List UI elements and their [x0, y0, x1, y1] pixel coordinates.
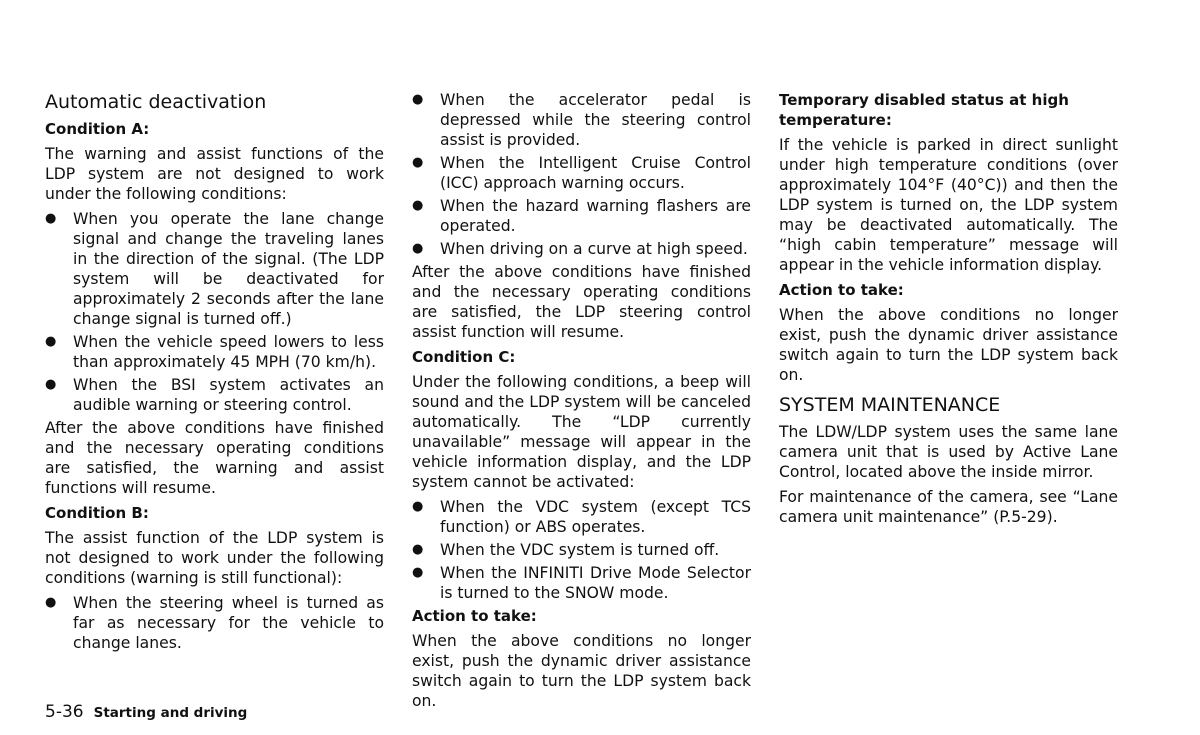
list-item: ● When you operate the lane change signal and change the traveling lanes in the direction of the signal. (The LDP system will be deactivated for approximately 2 seconds after the lane change signal is turned off.) — [45, 210, 384, 328]
temperature-status-text: If the vehicle is parked in direct sunlight under high temperature conditions (over approximately 104°F (40°C)) and then the LDP system is turned on, the LDP system may be deactivated automatically. The “high cabin temperature” message will appear in the vehicle information display. — [779, 136, 1118, 274]
section-heading-automatic-deactivation: Automatic deactivation — [45, 91, 267, 113]
temperature-status-title: Temporary disabled status at high temperature: — [779, 91, 1069, 129]
bullet-icon: ● — [45, 377, 57, 392]
condition-b-intro: The assist function of the LDP system is not designed to work under the following conditions (warning is still functional): — [45, 529, 384, 587]
bullet-icon: ● — [45, 334, 57, 349]
bullet-icon: ● — [412, 542, 424, 557]
maintenance-reference-text: For maintenance of the camera, see “Lane camera unit maintenance” (P.5-29). — [779, 488, 1118, 526]
list-item: ● When the BSI system activates an audible warning or steering control. — [45, 376, 384, 414]
action-text: When the above conditions no longer exist, push the dynamic driver assistance switch again to turn the LDP system back on. — [412, 632, 751, 710]
condition-a-list — [45, 209, 384, 415]
bullet-icon: ● — [412, 241, 424, 256]
maintenance-text: The LDW/LDP system uses the same lane camera unit that is used by Active Lane Control, located above the inside mirror. — [779, 423, 1118, 481]
condition-b-list — [45, 593, 384, 653]
action-text: When the above conditions no longer exist, push the dynamic driver assistance switch again to turn the LDP system back on. — [779, 306, 1118, 384]
action-title: Action to take: — [779, 281, 904, 299]
list-item: ● When the VDC system (except TCS function) or ABS operates. — [412, 498, 751, 536]
condition-c-title: Condition C: — [412, 348, 516, 366]
bullet-icon: ● — [45, 211, 57, 226]
condition-a-intro: The warning and assist functions of the LDP system are not designed to work under the following conditions: — [45, 145, 384, 203]
section-title: Starting and driving — [93, 705, 248, 721]
section-heading-system-maintenance: SYSTEM MAINTENANCE — [779, 394, 1001, 416]
column-left — [45, 90, 384, 656]
bullet-icon: ● — [412, 499, 424, 514]
list-item: ● When the VDC system is turned off. — [412, 541, 720, 559]
list-item: ● When the steering wheel is turned as far as necessary for the vehicle to change lanes. — [45, 594, 384, 652]
bullet-icon: ● — [45, 595, 57, 610]
condition-b-resume-text: After the above conditions have finished and the necessary operating conditions are satisfied, the LDP steering control assist function will resume. — [412, 263, 751, 341]
column-right — [779, 90, 1118, 532]
list-item: ● When driving on a curve at high speed. — [412, 240, 748, 258]
list-item: ● When the vehicle speed lowers to less than approximately 45 MPH (70 km/h). — [45, 333, 384, 371]
page-number: 5-36 — [45, 702, 84, 722]
bullet-icon: ● — [412, 92, 424, 107]
page-footer — [45, 702, 247, 722]
condition-c-intro: Under the following conditions, a beep will sound and the LDP system will be canceled automatically. The “LDP currently unavailable” message will appear in the vehicle information display, and the LDP system cannot be activated: — [412, 373, 751, 491]
action-title: Action to take: — [412, 607, 537, 625]
list-item: ● When the accelerator pedal is depressed while the steering control assist is provided. — [412, 91, 751, 149]
bullet-icon: ● — [412, 565, 424, 580]
list-item: ● When the Intelligent Cruise Control (ICC) approach warning occurs. — [412, 154, 751, 192]
condition-a-resume-text: After the above conditions have finished and the necessary operating conditions are satisfied, the warning and assist functions will resume. — [45, 419, 384, 497]
bullet-icon: ● — [412, 155, 424, 170]
condition-a-title: Condition A: — [45, 120, 150, 138]
condition-b-list-continued — [412, 90, 751, 259]
list-item: ● When the INFINITI Drive Mode Selector is turned to the SNOW mode. — [412, 564, 751, 602]
condition-b-title: Condition B: — [45, 504, 149, 522]
condition-c-list — [412, 497, 751, 603]
column-middle — [412, 90, 751, 716]
list-item: ● When the hazard warning flashers are operated. — [412, 197, 751, 235]
bullet-icon: ● — [412, 198, 424, 213]
